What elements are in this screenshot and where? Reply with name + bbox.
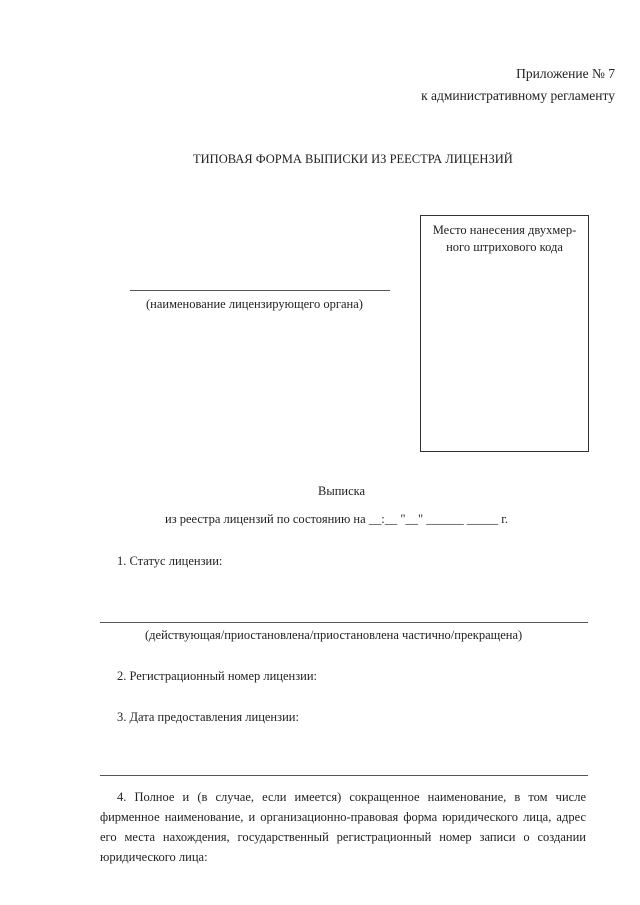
barcode-placeholder-box	[420, 215, 589, 452]
reg-number-label: 2. Регистрационный номер лицензии:	[117, 669, 318, 683]
barcode-box-text-2: ного штрихового кода	[446, 240, 563, 254]
date-label: 3. Дата предоставления лицензии:	[117, 710, 299, 724]
appendix-reference: к административному регламенту	[421, 88, 615, 103]
status-label: 1. Статус лицензии:	[117, 554, 223, 568]
licensing-body-caption: (наименование лицензирующего органа)	[146, 297, 363, 311]
date-line	[100, 775, 588, 776]
licensing-body-line	[130, 290, 390, 291]
entity-info-paragraph: 4. Полное и (в случае, если имеется) сокращенное наименование, в том числе фирменное наименование, и организационно-правовая форма юридического лица, адрес его места нахождения, государственный регистрационный номер записи о создании юридического лица:	[100, 790, 586, 864]
status-line	[100, 622, 588, 623]
extract-heading: Выписка	[318, 484, 366, 498]
appendix-number: Приложение № 7	[516, 66, 615, 81]
status-caption: (действующая/приостановлена/приостановлена частично/прекращена)	[145, 628, 523, 642]
barcode-box-text-1: Место нанесения двухмер-	[432, 223, 577, 237]
extract-subheading: из реестра лицензий по состоянию на __:__ "__" ______ _____ г.	[165, 512, 509, 526]
form-title: ТИПОВАЯ ФОРМА ВЫПИСКИ ИЗ РЕЕСТРА ЛИЦЕНЗИЙ	[193, 152, 513, 166]
